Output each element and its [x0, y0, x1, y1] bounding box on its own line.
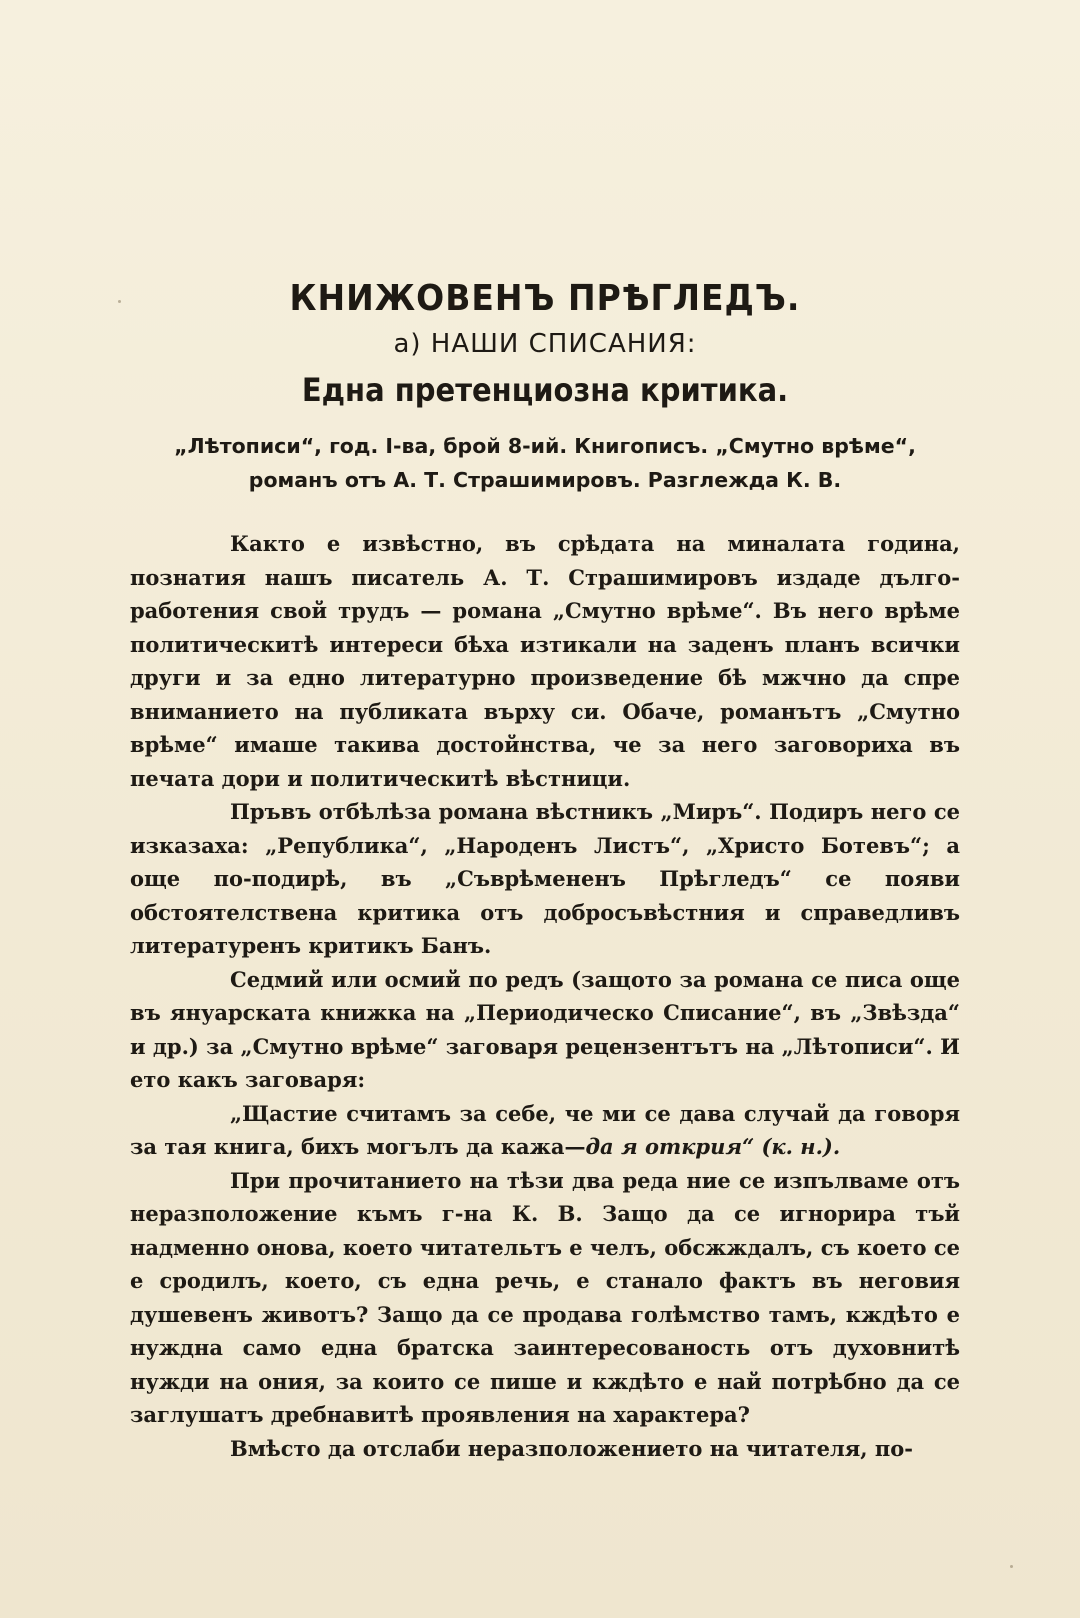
review-meta-line-1: „Лѣтописи“, год. I-ва, брой 8-ий. Книгописъ. „Смутно врѣме“, — [174, 434, 916, 458]
quote-paragraph — [130, 1097, 960, 1164]
paper-speck — [118, 300, 121, 303]
paragraph-2: Пръвъ отбѣлѣза романа вѣстникъ „Миръ“. Подиръ него се изказаха: „Република“, „Народенъ Листъ“, „Христо Ботевъ“; а още по-подирѣ, въ „Съврѣмененъ Прѣгледъ“ се появи обстоятелствена критика отъ добросъвѣстния и справедливъ литературенъ критикъ Банъ. — [130, 799, 960, 958]
paragraph-4: При прочитанието на тѣзи два реда ние се изпълваме отъ неразположение къмъ г-на К. В. Защо да се игнорира тъй надменно онова, което читательтъ е челъ, обсжждалъ, съ което се е сродилъ, което, съ една речь, е станало фактъ въ неговия душевенъ животъ? Защо да се продава голѣмство тамъ, кждѣто е нуждна само една братска заинтересованость отъ духовнитѣ нужди на ония, за които се пише и кждѣто е най потрѣбно да се заглушатъ дребнавитѣ проявления на характера? — [130, 1167, 960, 1427]
section-title: а) НАШИ СПИСАНИЯ: — [393, 329, 697, 359]
quote-emphasis: да я открия“ (к. н.). — [585, 1134, 841, 1159]
article-title: Една претенциозна критика. — [301, 371, 789, 409]
quote-text: „Щастие считамъ за себе, че ми се дава случай да говоря за тая книга, бихъ могълъ да кажа— — [130, 1100, 960, 1159]
page-content — [130, 278, 960, 1465]
paragraph-3: Седмий или осмий по редъ (защото за романа се писа още въ януарската книжка на „Периодическо Списание“, въ „Звѣзда“ и др.) за „Смутно врѣме“ заговаря рецензентътъ на „Лѣтописи“. И ето какъ заговаря: — [130, 966, 960, 1092]
main-title: КНИЖОВЕНЪ ПРѢГЛЕДЪ. — [289, 276, 801, 319]
paragraph-5: Вмѣсто да отслаби неразположението на читателя, по- — [230, 1435, 913, 1461]
article-body — [130, 527, 960, 1465]
paper-speck — [1010, 1565, 1013, 1568]
review-meta — [130, 429, 960, 497]
paragraph-1: Както е извѣстно, въ срѣдата на миналата година, познатия нашъ писатель А. Т. Страшимировъ издаде дълго-работения свой трудъ — романа „Смутно врѣме“. Въ него врѣме политическитѣ интереси бѣха изтикали на заденъ планъ всички други и за едно литературно произведение бѣ мжчно да спре вниманието на публиката върху си. Обаче, романътъ „Смутно врѣме“ имаше такива достойнства, че за него заговориха въ печата дори и политическитѣ вѣстници. — [130, 531, 960, 791]
review-meta-line-2: романъ отъ А. Т. Страшимировъ. Разглежда К. В. — [248, 468, 842, 492]
